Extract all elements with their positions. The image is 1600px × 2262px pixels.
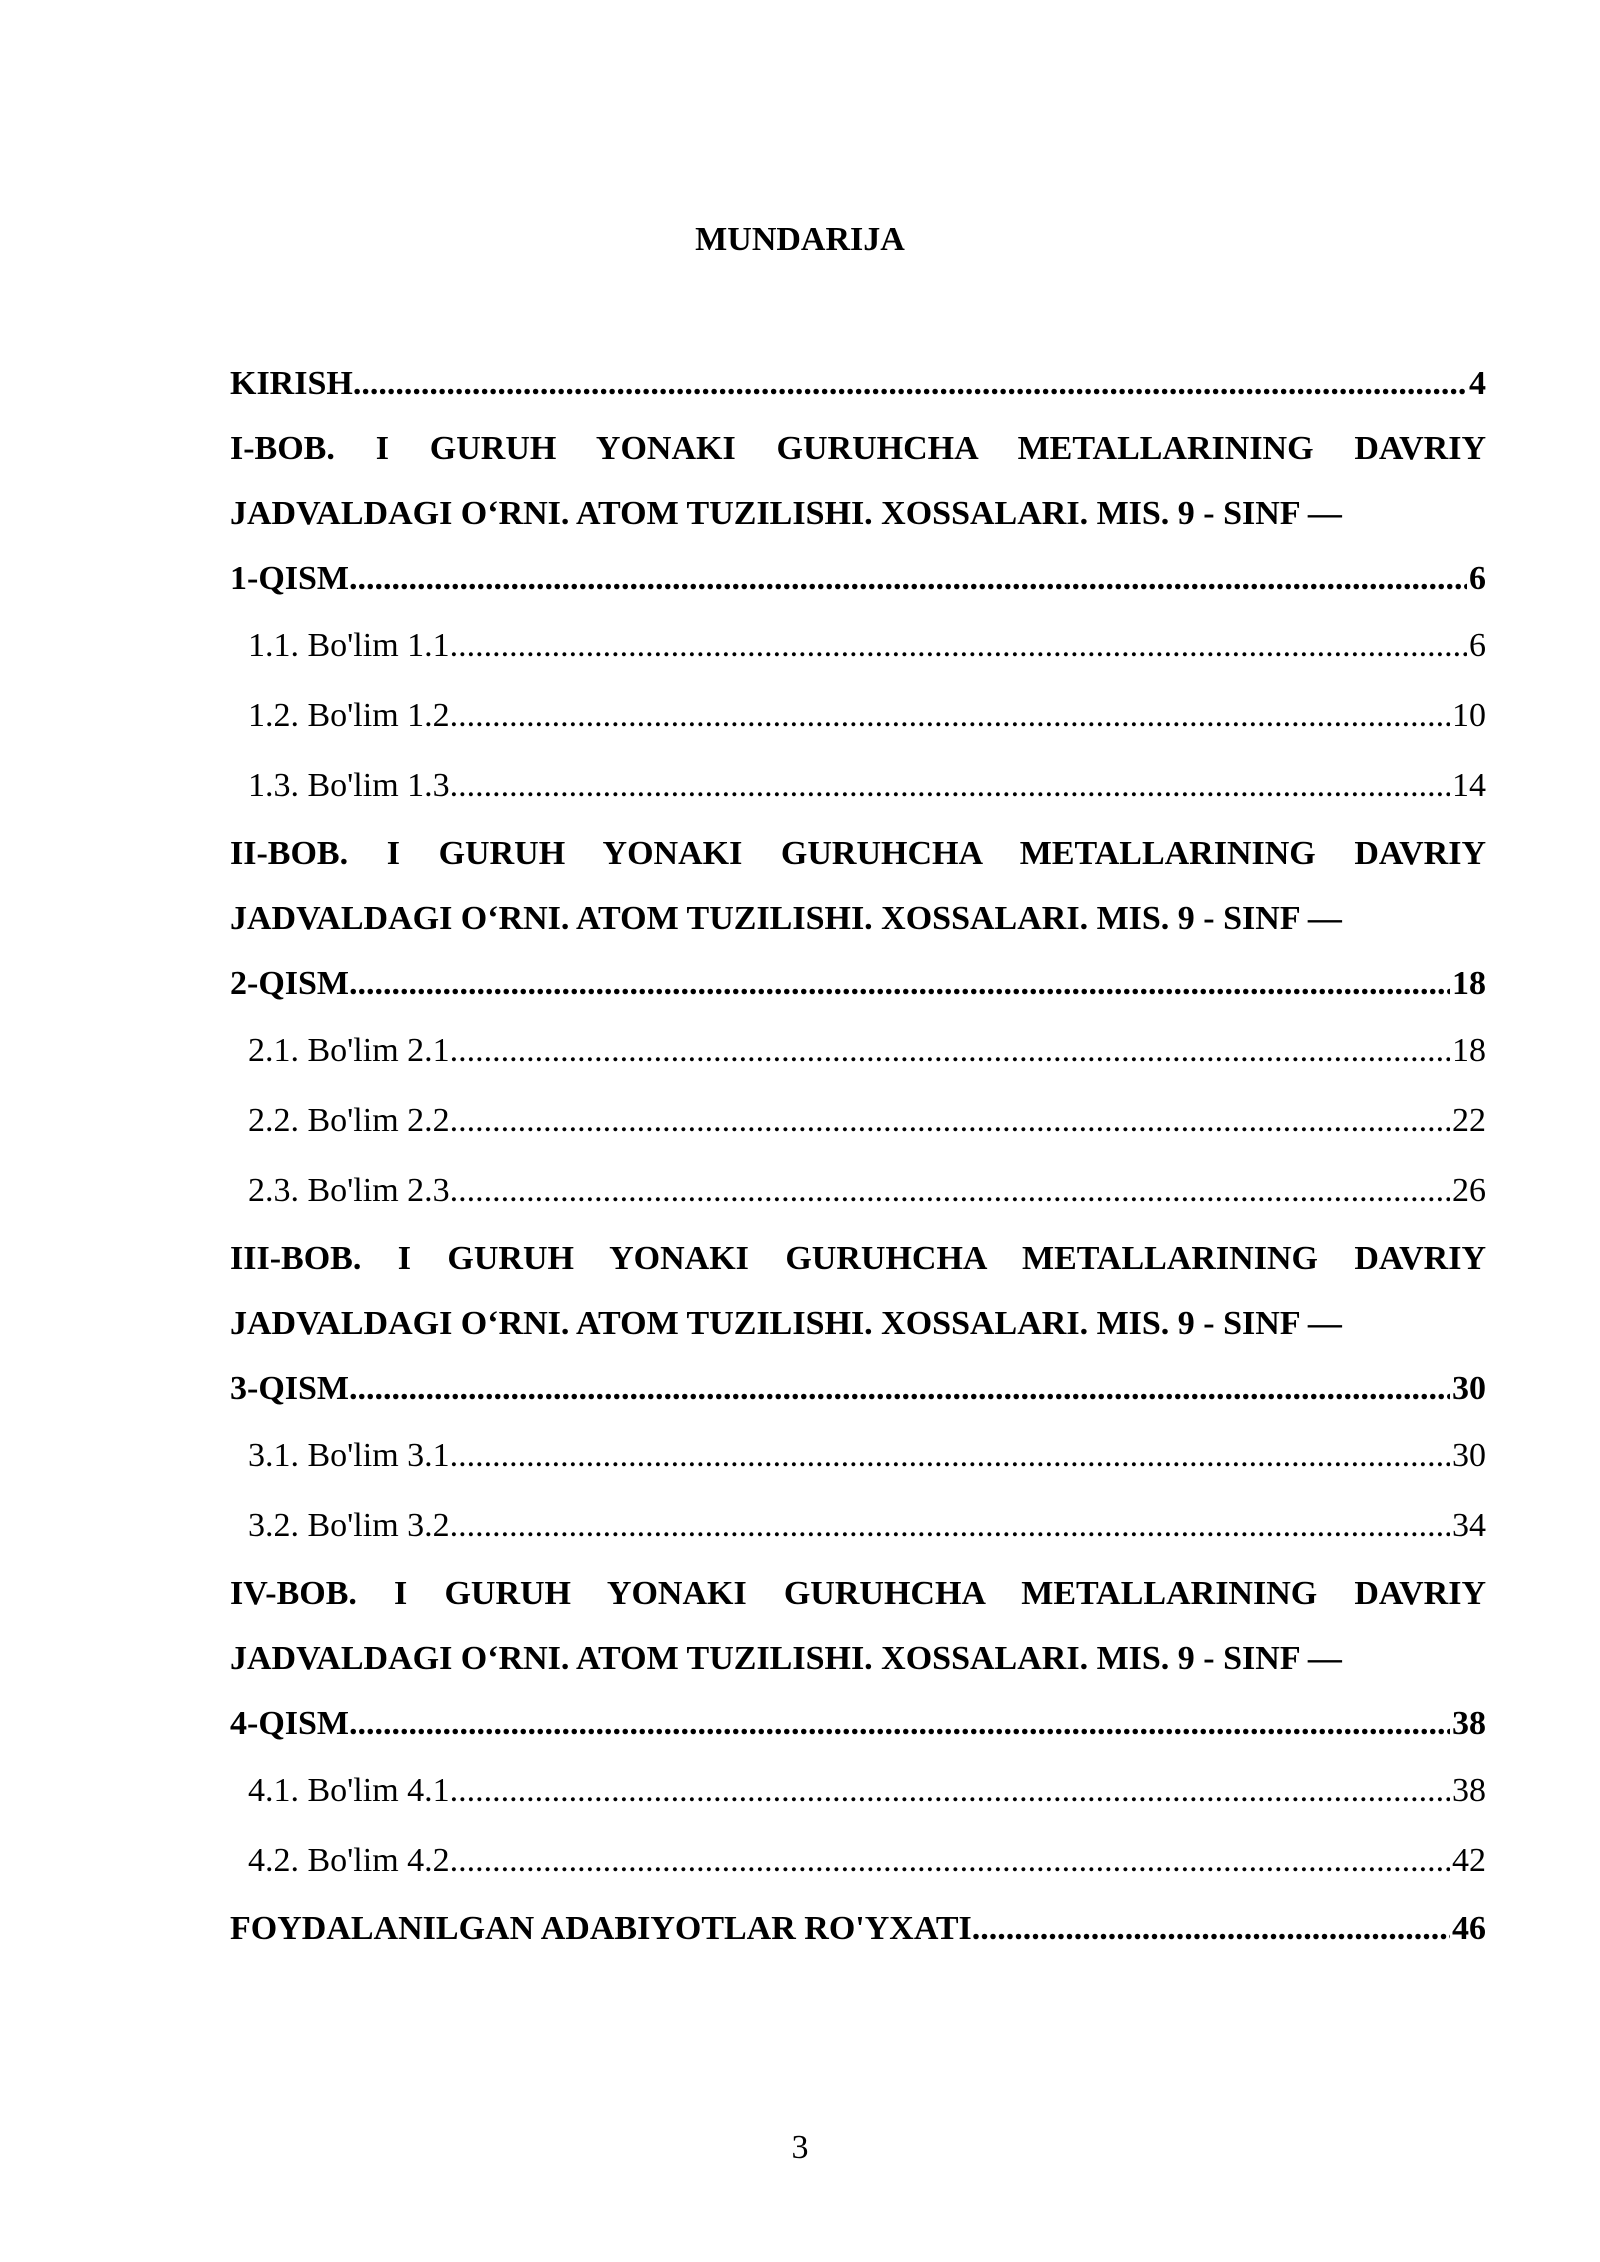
toc-entry-title: KIRISH [230,365,353,402]
toc-page-number: 10 [1452,697,1486,734]
toc-entry-section-3-1[interactable] [230,1421,1486,1491]
toc-page-number: 34 [1452,1507,1486,1544]
toc-entry-section-4-2[interactable] [230,1826,1486,1896]
toc-entry-chapter-2[interactable] [230,821,1486,1016]
toc-entry-chapter-1[interactable] [230,416,1486,611]
dot-leader [353,351,1467,416]
toc-page-number: 18 [1452,965,1486,1002]
toc-entry-title: 1.3. Bo'lim 1.3 [248,767,450,804]
toc-page-number: 22 [1452,1102,1486,1139]
dot-leader [450,1156,1450,1226]
page-number: 3 [791,2129,809,2166]
toc-leader-line [230,1896,1486,1961]
toc-chapter-title: I-BOB. I GURUH YONAKI GURUHCHA METALLARINING DAVRIY JADVALDAGI O‘RNI. ATOM TUZILISHI. XOSSALARI. MIS. 9 - SINF — [230,430,1486,532]
toc-chapter-title: IV-BOB. I GURUH YONAKI GURUHCHA METALLARINING DAVRIY JADVALDAGI O‘RNI. ATOM TUZILISHI. XOSSALARI. MIS. 9 - SINF — [230,1575,1486,1677]
toc-leader-line [230,546,1486,611]
toc-chapter-title: III-BOB. I GURUH YONAKI GURUHCHA METALLARINING DAVRIY JADVALDAGI O‘RNI. ATOM TUZILISHI. XOSSALARI. MIS. 9 - SINF — [230,1240,1486,1342]
toc-entry-title: 4-QISM [230,1705,349,1742]
toc-page-number: 14 [1452,767,1486,804]
toc-entry-title: FOYDALANILGAN ADABIYOTLAR RO'YXATI [230,1910,972,1947]
dot-leader [349,951,1450,1016]
toc-entry-title: 1.1. Bo'lim 1.1 [248,627,450,664]
dot-leader [972,1896,1450,1961]
toc-entry-section-2-3[interactable] [230,1156,1486,1226]
toc-entry-title: 2.1. Bo'lim 2.1 [248,1032,450,1069]
dot-leader [349,546,1467,611]
toc-leader-line [230,951,1486,1016]
toc-leader-line [230,1356,1486,1421]
toc-chapter-title: II-BOB. I GURUH YONAKI GURUHCHA METALLARINING DAVRIY JADVALDAGI O‘RNI. ATOM TUZILISHI. XOSSALARI. MIS. 9 - SINF — [230,835,1486,937]
toc-page-number: 18 [1452,1032,1486,1069]
dot-leader [450,1756,1450,1826]
dot-leader [450,1421,1450,1491]
toc-entry-title: 2-QISM [230,965,349,1002]
dot-leader [450,1491,1450,1561]
dot-leader [349,1691,1450,1756]
toc-entry-title: 4.1. Bo'lim 4.1 [248,1772,450,1809]
toc-page-number: 42 [1452,1842,1486,1879]
toc-entry-title: 3-QISM [230,1370,349,1407]
toc-entry-title: 2.3. Bo'lim 2.3 [248,1172,450,1209]
toc-entry-title: 4.2. Bo'lim 4.2 [248,1842,450,1879]
toc-entry-chapter-4[interactable] [230,1561,1486,1756]
toc-page-number: 6 [1469,627,1486,664]
toc-entry-title: 2.2. Bo'lim 2.2 [248,1102,450,1139]
toc-entry-kirish[interactable] [230,351,1486,416]
toc-page-number: 26 [1452,1172,1486,1209]
toc-page-number: 6 [1469,560,1486,597]
dot-leader [450,611,1467,681]
toc-entry-section-1-1[interactable] [230,611,1486,681]
dot-leader [450,751,1450,821]
toc-entry-section-1-3[interactable] [230,751,1486,821]
dot-leader [450,681,1450,751]
table-of-contents [230,351,1486,1961]
toc-page-number: 46 [1452,1910,1486,1947]
toc-entry-chapter-3[interactable] [230,1226,1486,1421]
toc-page-number: 38 [1452,1705,1486,1742]
toc-entry-title: 3.1. Bo'lim 3.1 [248,1437,450,1474]
toc-entry-section-2-1[interactable] [230,1016,1486,1086]
toc-page-number: 4 [1469,365,1486,402]
toc-entry-bibliography[interactable] [230,1896,1486,1961]
page-title: MUNDARIJA [695,221,905,258]
toc-entry-section-2-2[interactable] [230,1086,1486,1156]
toc-entry-title: 1-QISM [230,560,349,597]
toc-entry-section-3-2[interactable] [230,1491,1486,1561]
toc-leader-line [230,1691,1486,1756]
dot-leader [349,1356,1450,1421]
toc-entry-title: 3.2. Bo'lim 3.2 [248,1507,450,1544]
toc-page-number: 30 [1452,1370,1486,1407]
dot-leader [450,1826,1450,1896]
toc-entry-section-1-2[interactable] [230,681,1486,751]
toc-entry-title: 1.2. Bo'lim 1.2 [248,697,450,734]
toc-leader-line [230,351,1486,416]
dot-leader [450,1086,1450,1156]
dot-leader [450,1016,1450,1086]
toc-page-number: 30 [1452,1437,1486,1474]
toc-page-number: 38 [1452,1772,1486,1809]
toc-entry-section-4-1[interactable] [230,1756,1486,1826]
